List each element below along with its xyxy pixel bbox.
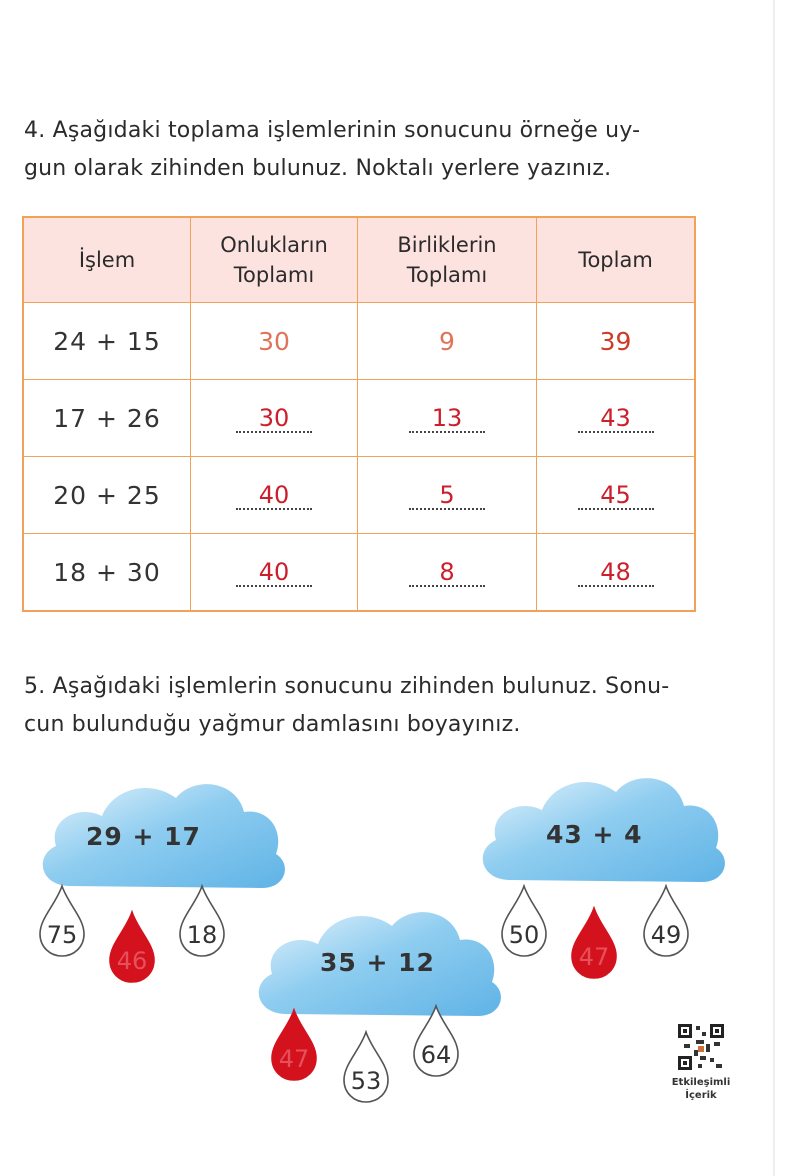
total-answer[interactable]: 48 bbox=[578, 559, 654, 587]
tens-answer[interactable]: 40 bbox=[236, 482, 312, 510]
example-total: 39 bbox=[537, 303, 696, 380]
raindrop[interactable] bbox=[178, 884, 226, 958]
question-4-line-1 bbox=[24, 112, 704, 150]
addition-table bbox=[22, 216, 696, 612]
tens-answer[interactable]: 30 bbox=[236, 405, 312, 433]
ones-cell bbox=[358, 534, 537, 612]
raindrop[interactable] bbox=[342, 1030, 390, 1104]
cloud-1-expression: 29 + 17 bbox=[86, 822, 201, 851]
ones-cell bbox=[358, 457, 537, 534]
total-cell bbox=[537, 457, 696, 534]
header-birliklerin-toplami: Birliklerin Toplamı bbox=[358, 217, 537, 303]
tens-cell bbox=[191, 457, 358, 534]
qr-label-line-1: Etkileşimli bbox=[671, 1077, 731, 1088]
question-4-text-1: Aşağıdaki toplama işlemlerinin sonucunu örneğe uy- bbox=[52, 118, 641, 143]
total-answer[interactable]: 43 bbox=[578, 405, 654, 433]
row-expression: 17 + 26 bbox=[23, 380, 191, 457]
page-edge bbox=[773, 0, 775, 1176]
cloud-3-expression: 43 + 4 bbox=[546, 820, 643, 849]
total-cell bbox=[537, 380, 696, 457]
table-row bbox=[23, 303, 695, 380]
raindrop-value: 18 bbox=[186, 921, 218, 949]
qr-label bbox=[664, 1076, 738, 1102]
question-5-text-1: Aşağıdaki işlemlerin sonucunu zihinden bulunuz. Sonu- bbox=[52, 674, 670, 699]
table-row bbox=[23, 457, 695, 534]
row-expression: 18 + 30 bbox=[23, 534, 191, 612]
raindrop[interactable] bbox=[38, 884, 86, 958]
header-onluklarin-toplami: Onlukların Toplamı bbox=[191, 217, 358, 303]
raindrop-value: 47 bbox=[278, 1045, 310, 1073]
cloud-2-expression: 35 + 12 bbox=[320, 948, 435, 977]
raindrop-painted[interactable] bbox=[108, 910, 156, 984]
raindrop-painted[interactable] bbox=[570, 906, 618, 980]
ones-answer[interactable]: 8 bbox=[409, 559, 485, 587]
raindrop-value: 47 bbox=[578, 943, 610, 971]
table-header-row bbox=[23, 217, 695, 303]
raindrop-value: 46 bbox=[116, 947, 148, 975]
question-5-number: 5. bbox=[24, 674, 46, 699]
example-ones: 9 bbox=[358, 303, 537, 380]
total-answer[interactable]: 45 bbox=[578, 482, 654, 510]
question-4 bbox=[24, 112, 704, 188]
qr-code[interactable] bbox=[676, 1022, 726, 1072]
row-expression: 24 + 15 bbox=[23, 303, 191, 380]
question-5-line-2: cun bulunduğu yağmur damlasını boyayınız. bbox=[24, 712, 521, 737]
tens-cell bbox=[191, 380, 358, 457]
ones-answer[interactable]: 5 bbox=[409, 482, 485, 510]
raindrop-value: 49 bbox=[650, 921, 682, 949]
ones-answer[interactable]: 13 bbox=[409, 405, 485, 433]
total-cell bbox=[537, 534, 696, 612]
question-5 bbox=[24, 668, 704, 744]
raindrop-value: 75 bbox=[46, 921, 78, 949]
cloud-2 bbox=[246, 896, 506, 1020]
raindrop-value: 50 bbox=[508, 921, 540, 949]
qr-label-line-2: İçerik bbox=[685, 1090, 717, 1101]
header-toplam: Toplam bbox=[537, 217, 696, 303]
example-tens: 30 bbox=[191, 303, 358, 380]
question-5-line-1 bbox=[24, 668, 704, 706]
tens-cell bbox=[191, 534, 358, 612]
ones-cell bbox=[358, 380, 537, 457]
question-4-line-2: gun olarak zihinden bulunuz. Noktalı yerlere yazınız. bbox=[24, 156, 612, 181]
raindrop[interactable] bbox=[412, 1004, 460, 1078]
table-row bbox=[23, 380, 695, 457]
raindrop-painted[interactable] bbox=[270, 1008, 318, 1082]
table-row bbox=[23, 534, 695, 612]
raindrop[interactable] bbox=[500, 884, 548, 958]
row-expression: 20 + 25 bbox=[23, 457, 191, 534]
raindrop-value: 64 bbox=[420, 1041, 452, 1069]
raindrop-value: 53 bbox=[350, 1067, 382, 1095]
cloud-1 bbox=[30, 768, 290, 892]
question-4-number: 4. bbox=[24, 118, 46, 143]
raindrop[interactable] bbox=[642, 884, 690, 958]
tens-answer[interactable]: 40 bbox=[236, 559, 312, 587]
cloud-3 bbox=[470, 762, 730, 886]
header-islem: İşlem bbox=[23, 217, 191, 303]
